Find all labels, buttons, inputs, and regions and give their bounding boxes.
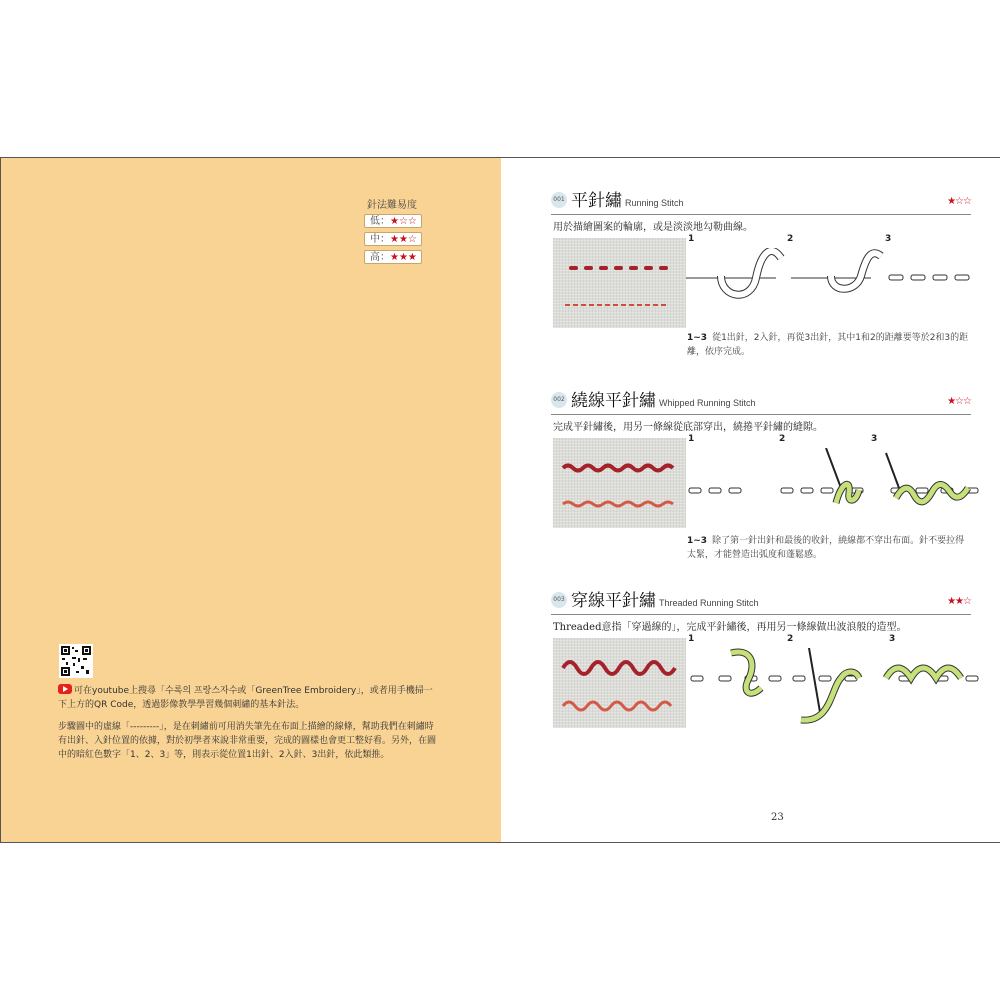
difficulty-stars: ★☆☆ xyxy=(947,196,971,207)
section-title-zh: 穿線平針繡 xyxy=(571,591,656,611)
step-diagram xyxy=(681,648,981,728)
section-whipped-running-stitch xyxy=(551,386,971,560)
section-title-zh: 平針繡 xyxy=(571,191,622,211)
section-title-zh: 繞線平針繡 xyxy=(571,391,656,411)
difficulty-stars: ★☆☆ xyxy=(390,216,417,227)
step-note xyxy=(687,534,972,562)
sample-photo xyxy=(553,638,686,728)
section-header xyxy=(551,386,971,415)
difficulty-level-high xyxy=(364,250,422,264)
page-number: 23 xyxy=(771,812,784,823)
step-diagram xyxy=(681,248,971,318)
section-number: 001 xyxy=(551,192,567,208)
step-number: 3 xyxy=(871,434,878,444)
step-note xyxy=(687,331,972,359)
difficulty-label: 低： xyxy=(370,216,390,227)
difficulty-level-mid xyxy=(364,232,422,246)
section-title-en: Whipped Running Stitch xyxy=(659,398,756,408)
section-header xyxy=(551,586,971,615)
difficulty-label: 中： xyxy=(370,234,390,245)
difficulty-stars: ★★☆ xyxy=(947,596,971,607)
qr-code[interactable] xyxy=(59,644,93,678)
step-number: 2 xyxy=(787,634,794,644)
step-number: 2 xyxy=(779,434,786,444)
section-title-en: Running Stitch xyxy=(625,198,684,208)
section-description: 用於描繪圖案的輪廓，或是淡淡地勾勒曲線。 xyxy=(553,222,753,233)
section-description: Threaded意指「穿過線的」，完成平針繡後，再用另一條線做出波浪般的造型。 xyxy=(553,622,907,633)
section-title xyxy=(571,186,684,211)
section-number: 002 xyxy=(551,392,567,408)
step-number: 1 xyxy=(688,634,695,644)
section-title xyxy=(571,586,759,611)
difficulty-stars: ★★☆ xyxy=(390,234,417,245)
difficulty-level-low xyxy=(364,214,422,228)
difficulty-title: 針法難易度 xyxy=(367,200,417,211)
section-threaded-running-stitch xyxy=(551,586,971,746)
right-page xyxy=(501,158,1000,842)
section-title xyxy=(571,386,756,411)
step-note-text: 從1出針，2入針，再從3出針，其中1和2的距離要等於2和3的距離，依序完成。 xyxy=(687,333,969,357)
section-number: 003 xyxy=(551,592,567,608)
difficulty-stars: ★★★ xyxy=(390,252,417,263)
section-title-en: Threaded Running Stitch xyxy=(659,598,759,608)
section-description: 完成平針繡後，用另一條線從底部穿出，繞捲平針繡的縫隙。 xyxy=(553,422,823,433)
step-note-label: 1~3 xyxy=(687,536,708,546)
section-header xyxy=(551,186,971,215)
sample-photo xyxy=(553,438,686,528)
step-number: 1 xyxy=(688,434,695,444)
book-spread xyxy=(0,157,1000,843)
youtube-note: 可在youtube上搜尋「수록의 프랑스자수或「GreenTree Embroidery」，或者用手機掃一下上方的QR Code，透過影像教學學習幾個刺繡的基本針法。 xyxy=(58,686,433,710)
step-diagram xyxy=(681,448,981,523)
step-number: 2 xyxy=(787,234,794,244)
sample-photo xyxy=(553,238,686,328)
left-page xyxy=(1,158,501,842)
step-number: 1 xyxy=(688,234,695,244)
step-note-text: 除了第一針出針和最後的收針，繞線都不穿出布面。針不要拉得太緊，才能營造出弧度和蓬鬆感。 xyxy=(687,536,965,560)
step-number: 3 xyxy=(889,634,896,644)
difficulty-label: 高： xyxy=(370,252,390,263)
dashed-line-note: 步驟圖中的虛線「---------」，是在刺繡前可用消失筆先在布面上描繪的線條，幫助我們在刺繡時有出針、入針位置的依據，對於初學者來說非常重要，完成的圖樣也會更工整好看。另外，在圖中的暗紅色數字「1、2、3」等，則表示從位置1出針、2入針、3出針，依此類推。 xyxy=(58,722,437,760)
difficulty-stars: ★☆☆ xyxy=(947,396,971,407)
step-number: 3 xyxy=(885,234,892,244)
step-note-label: 1~3 xyxy=(687,333,708,343)
section-running-stitch xyxy=(551,186,971,357)
